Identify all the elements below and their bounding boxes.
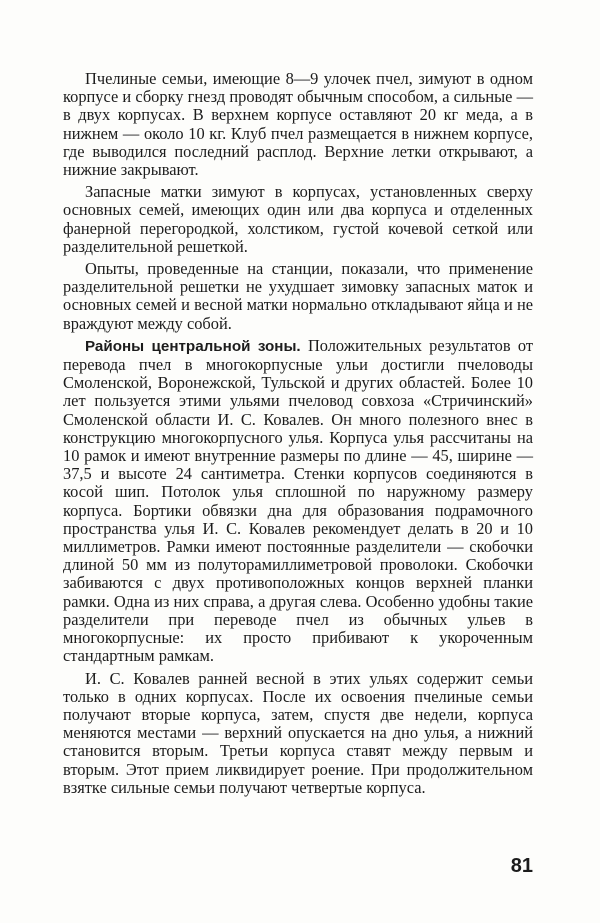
section-heading-central-zone: Районы центральной зоны. bbox=[85, 337, 301, 355]
paragraph-1: Пчелиные семьи, имеющие 8—9 улочек пчел, зимуют в одном корпусе и сборку гнезд проводят обычным способом, а сильные — в двух корпусах. В верхнем корпусе оставляют 20 кг меда, а в нижнем — около 10 кг. Клуб пчел размещается в нижнем корпусе, где выводился последний расплод. Верхние летки открывают, а нижние закрывают. bbox=[63, 69, 533, 180]
page-number: 81 bbox=[510, 855, 533, 877]
paragraph-4 bbox=[63, 337, 533, 666]
paragraph-4-text: Положительных результатов от перевода пчел в многокорпусные ульи достигли пчеловоды Смоленской, Воронежской, Тульской и других областей. Более 10 лет пользуется этими ульями пчеловод совхоза «Стричинский» Смоленской области И. С. Ковалев. Он много полезного внес в конструкцию многокорпусного улья. Корпуса улья рассчитаны на 10 рамок и имеют внутренние размеры по длине — 45, ширине — 37,5 и высоте 24 сантиметра. Стенки корпусов соединяются в косой шип. Потолок улья сплошной по наружному размеру корпуса. Бортики обвязки дна для образования подрамочного пространства улья И. С. Ковалев рекомендует делать в 20 и 10 миллиметров. Рамки имеют постоянные разделители — скобочки длиной 50 мм из полуторамиллиметровой проволоки. Скобочки забиваются с двух противоположных концов верхней планки рамки. Одна из них справа, а другая слева. Особенно удобны такие разделители при переводе пчел из обычных ульев в многокорпусные: их просто прибивают к укороченным стандартным рамкам. bbox=[63, 335, 533, 666]
paragraph-5: И. С. Ковалев ранней весной в этих ульях содержит семьи только в одних корпусах. После их освоения пчелиные семьи получают вторые корпуса, затем, спустя две недели, корпуса меняются местами — верхний опускается на дно улья, а нижний становится вторым. Третьи корпуса ставят между первым и вторым. Этот прием ликвидирует роение. При продолжительном взятке сильные семьи получают четвертые корпуса. bbox=[63, 668, 533, 797]
paragraph-3: Опыты, проведенные на станции, показали, что применение разделительной решетки не ухудшает зимовку запасных маток и основных семей и весной матки нормально откладывают яйца и не враждуют между собой. bbox=[63, 259, 533, 333]
page-body bbox=[63, 70, 533, 801]
paragraph-2: Запасные матки зимуют в корпусах, установленных сверху основных семей, имеющих один или два корпуса и отделенных фанерной перегородкой, холстиком, густой кочевой сеткой или разделительной решеткой. bbox=[63, 182, 533, 256]
